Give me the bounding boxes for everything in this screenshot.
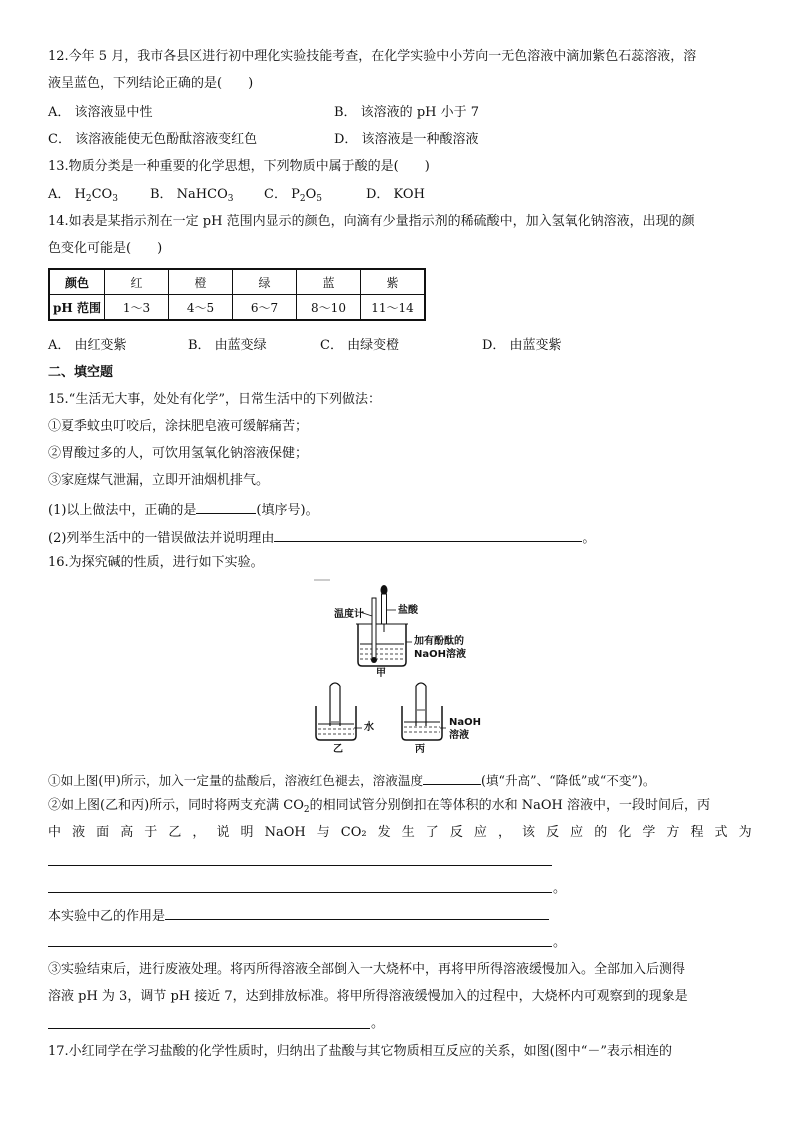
q13-option-b[interactable]: B． NaHCO$_3$	[150, 187, 234, 204]
q14-line2: 色变化可能是( )	[48, 241, 163, 256]
q16-period-3: 。	[371, 1016, 385, 1031]
beaker-bing-icon	[402, 683, 446, 740]
label-bing: 丙	[415, 744, 425, 755]
q12-option-a[interactable]: A． 该溶液显中性	[48, 105, 153, 120]
q12-option-c[interactable]: C． 该溶液能使无色酚酞溶液变红色	[48, 132, 258, 147]
table-cell: 红	[105, 269, 169, 295]
label-beaker-content-1: 加有酚酞的	[414, 636, 464, 647]
q14-option-d[interactable]: D． 由蓝变紫	[482, 338, 562, 353]
q15-blank1[interactable]	[196, 499, 256, 514]
q16-line1: 16.为探究碱的性质，进行如下实验。	[48, 555, 264, 570]
q12-option-d[interactable]: D． 该溶液是一种酸溶液	[334, 132, 479, 147]
beaker-yi-icon	[316, 683, 362, 740]
table-header-ph: pH 范围	[49, 295, 105, 321]
q16-p1: ①如上图(甲)所示，加入一定量的盐酸后，溶液红色褪去，溶液温度 (填“升高”、“降低”或“不变”)。	[48, 770, 655, 790]
q15-item3: ③家庭煤气泄漏，立即开油烟机排气。	[48, 473, 270, 488]
q12-option-b[interactable]: B． 该溶液的 pH 小于 7	[334, 105, 480, 120]
q16-period-2: 。	[553, 935, 567, 950]
q16-answer-line-2[interactable]	[48, 891, 552, 893]
q14-line1: 14.如表是某指示剂在一定 pH 范围内显示的颜色，向滴有少量指示剂的稀硫酸中，加入氢氧化钠溶液，出现的颜	[48, 214, 695, 229]
table-cell: 11～14	[361, 295, 426, 321]
q13-option-d[interactable]: D． KOH	[366, 187, 425, 202]
q14-option-c[interactable]: C． 由绿变橙	[320, 338, 400, 353]
q16-period-1: 。	[553, 881, 567, 896]
q15-item2: ②胃酸过多的人，可饮用氢氧化钠溶液保健；	[48, 446, 309, 461]
table-cell: 蓝	[297, 269, 361, 295]
table-row-ph	[49, 295, 425, 321]
q13-line: 13.物质分类是一种重要的化学思想，下列物质中属于酸的是( )	[48, 159, 430, 174]
label-naoh-solution: 溶液	[449, 730, 469, 741]
table-cell: 4～5	[169, 295, 233, 321]
q16-answer-line-4[interactable]	[48, 1027, 370, 1029]
q14-option-a[interactable]: A． 由红变紫	[48, 338, 127, 353]
table-cell: 1～3	[105, 295, 169, 321]
section-heading-fill-in: 二、填空题	[48, 365, 114, 380]
q15-item1: ①夏季蚊虫叮咬后，涂抹肥皂液可缓解痛苦；	[48, 419, 309, 434]
dropper-icon	[381, 585, 388, 632]
q16-p2-line2: 中 液 面 高 于 乙 ， 说 明 NaOH 与 CO₂ 发 生 了 反 应 ， 该 反 应 的 化 学 方 程 式 为	[48, 825, 752, 840]
q16-answer-line-3[interactable]	[48, 945, 552, 947]
q17-line1: 17.小红同学在学习盐酸的化学性质时，归纳出了盐酸与其它物质相互反应的关系，如图(图中“－”表示相连的	[48, 1044, 673, 1059]
table-cell: 绿	[233, 269, 297, 295]
q15-sub1: (1)以上做法中，正确的是 (填序号)。	[48, 499, 319, 520]
label-thermometer: 温度计	[334, 609, 364, 620]
label-yi: 乙	[333, 744, 343, 755]
q16-answer-line-1[interactable]	[48, 864, 552, 866]
beaker-jia-icon	[356, 624, 408, 666]
label-water: 水	[364, 722, 374, 733]
q16-blank-role[interactable]	[165, 905, 549, 920]
q16-p2-line1: ②如上图(乙和丙)所示，同时将两支充满 $CO_2$的相同试管分别倒扣在等体积的水和 NaOH 溶液中，一段时间后，丙	[48, 798, 711, 815]
label-beaker-content-2: NaOH溶液	[414, 649, 466, 660]
q16-p3-line1: ③实验结束后，进行废液处理。将丙所得溶液全部倒入一大烧杯中，再将甲所得溶液缓慢加入。全部加入后测得	[48, 962, 686, 977]
table-cell: 8～10	[297, 295, 361, 321]
q13-option-c[interactable]: C． $P_2O_5$	[264, 187, 322, 204]
label-jia: 甲	[376, 668, 386, 679]
q14-option-b[interactable]: B． 由蓝变绿	[188, 338, 267, 353]
q12-line2: 液呈蓝色，下列结论正确的是( )	[48, 76, 254, 91]
table-cell: 橙	[169, 269, 233, 295]
table-cell: 6～7	[233, 295, 297, 321]
q12-line1: 12.今年 5 月，我市各县区进行初中理化实验技能考查，在化学实验中小芳向一无色溶液中滴加紫色石蕊溶液，溶	[48, 49, 697, 64]
label-hydrochloric-acid: 盐酸	[398, 605, 418, 616]
table-cell: 紫	[361, 269, 426, 295]
q15-sub2: (2)列举生活中的一错误做法并说明理由 。	[48, 527, 595, 548]
q16-p2-role: 本实验中乙的作用是	[48, 905, 549, 926]
indicator-table	[48, 268, 426, 321]
table-row-colors	[49, 269, 425, 295]
table-header-color: 颜色	[49, 269, 105, 295]
q13-option-a[interactable]: A． $H_2CO_3$	[48, 187, 118, 204]
q15-line1: 15.“生活无大事，处处有化学”，日常生活中的下列做法：	[48, 392, 381, 407]
thermometer-icon	[371, 598, 377, 663]
q15-blank2[interactable]	[274, 527, 582, 542]
q16-p3-line2: 溶液 pH 为 3，调节 pH 接近 7，达到排放标准。将甲所得溶液缓慢加入的过程中，大烧杯内可观察到的现象是	[48, 989, 688, 1004]
q16-blank-temperature[interactable]	[423, 770, 481, 785]
label-naoh: NaOH	[449, 717, 481, 728]
